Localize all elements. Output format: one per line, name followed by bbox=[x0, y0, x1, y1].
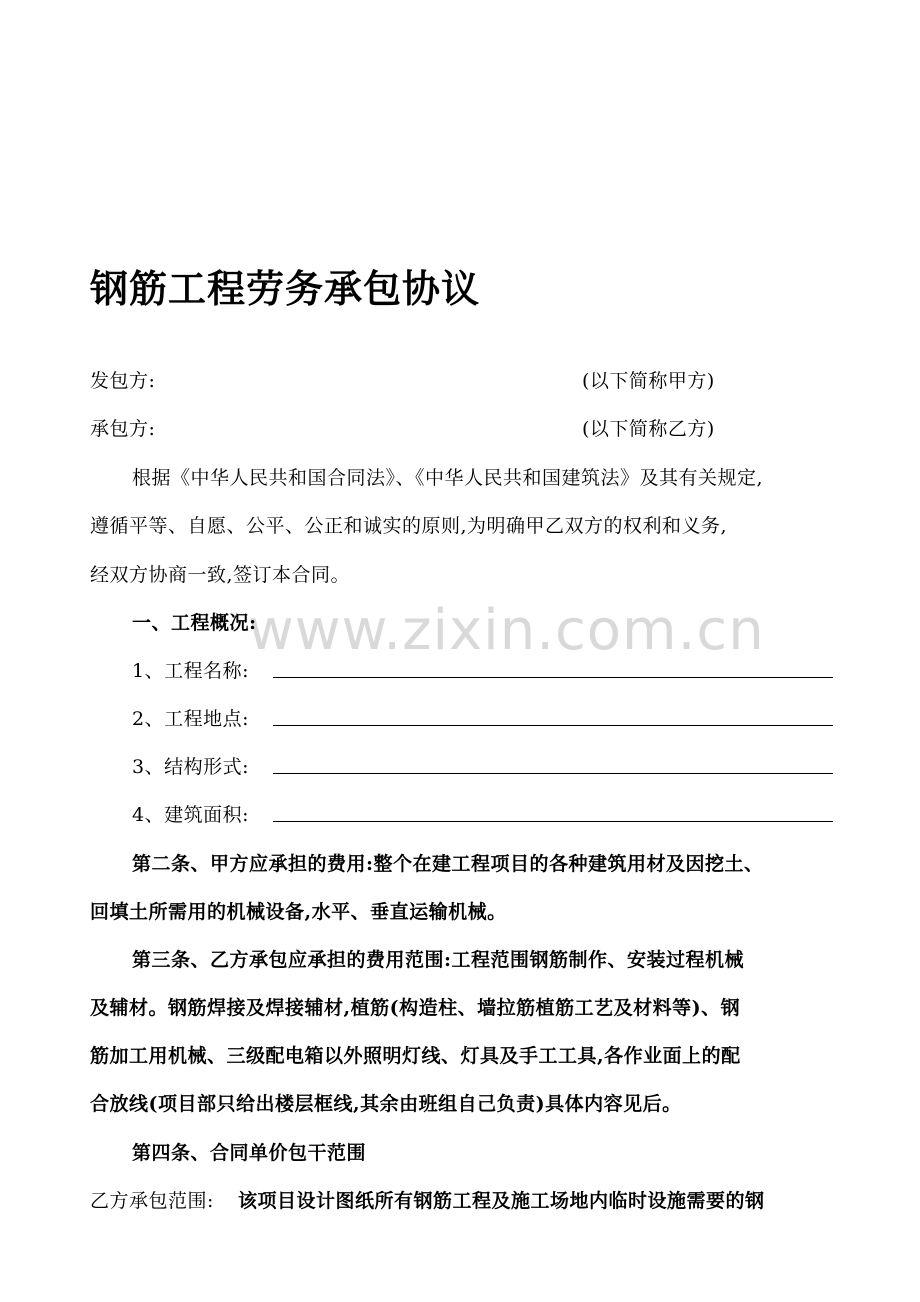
field-label-project-name: 1、工程名称: bbox=[132, 660, 249, 682]
field-blank-structure bbox=[273, 773, 833, 774]
article2-line: 第二条、甲方应承担的费用:整个在建工程项目的各种建筑用材及因挖土、 bbox=[132, 853, 764, 875]
field-blank-project-name bbox=[273, 677, 833, 678]
preamble-line: 经双方协商一致,签订本合同。 bbox=[90, 564, 351, 586]
issuer-note: (以下简称甲方) bbox=[582, 370, 715, 392]
scope-text: 该项目设计图纸所有钢筋工程及施工场地内临时设施需要的钢 bbox=[238, 1190, 765, 1212]
field-label-structure: 3、结构形式: bbox=[132, 756, 249, 778]
field-blank-area bbox=[273, 821, 833, 822]
page-title: 钢筋工程劳务承包协议 bbox=[90, 267, 481, 311]
article3-line: 第三条、乙方承包应承担的费用范围:工程范围钢筋制作、安装过程机械 bbox=[132, 949, 745, 971]
field-label-location: 2、工程地点: bbox=[132, 708, 249, 730]
preamble-line: 遵循平等、自愿、公平、公正和诚实的原则,为明确甲乙双方的权利和义务, bbox=[90, 515, 728, 537]
contractor-note: (以下简称乙方) bbox=[582, 418, 715, 440]
issuer-label: 发包方: bbox=[90, 370, 156, 392]
article3-line: 筋加工用机械、三级配电箱以外照明灯线、灯具及手工工具,各作业面上的配 bbox=[90, 1045, 741, 1067]
preamble-line: 根据《中华人民共和国合同法》、《中华人民共和国建筑法》及其有关规定, bbox=[132, 467, 764, 489]
field-label-area: 4、建筑面积: bbox=[132, 804, 249, 826]
contractor-label: 承包方: bbox=[90, 418, 156, 440]
scope-label: 乙方承包范围: bbox=[90, 1190, 214, 1212]
section1-heading: 一、工程概况: bbox=[132, 612, 257, 634]
article3-line: 合放线(项目部只给出楼层框线,其余由班组自己负责)具体内容见后。 bbox=[90, 1093, 682, 1115]
watermark: www.zixin.com.cn bbox=[248, 598, 765, 663]
article2-line: 回填土所需用的机械设备,水平、垂直运输机械。 bbox=[90, 901, 507, 923]
article4-heading: 第四条、合同单价包干范围 bbox=[132, 1142, 367, 1164]
article3-line: 及辅材。钢筋焊接及焊接辅材,植筋(构造柱、墙拉筋植筋工艺及材料等)、钢 bbox=[90, 997, 741, 1019]
field-blank-location bbox=[273, 725, 833, 726]
